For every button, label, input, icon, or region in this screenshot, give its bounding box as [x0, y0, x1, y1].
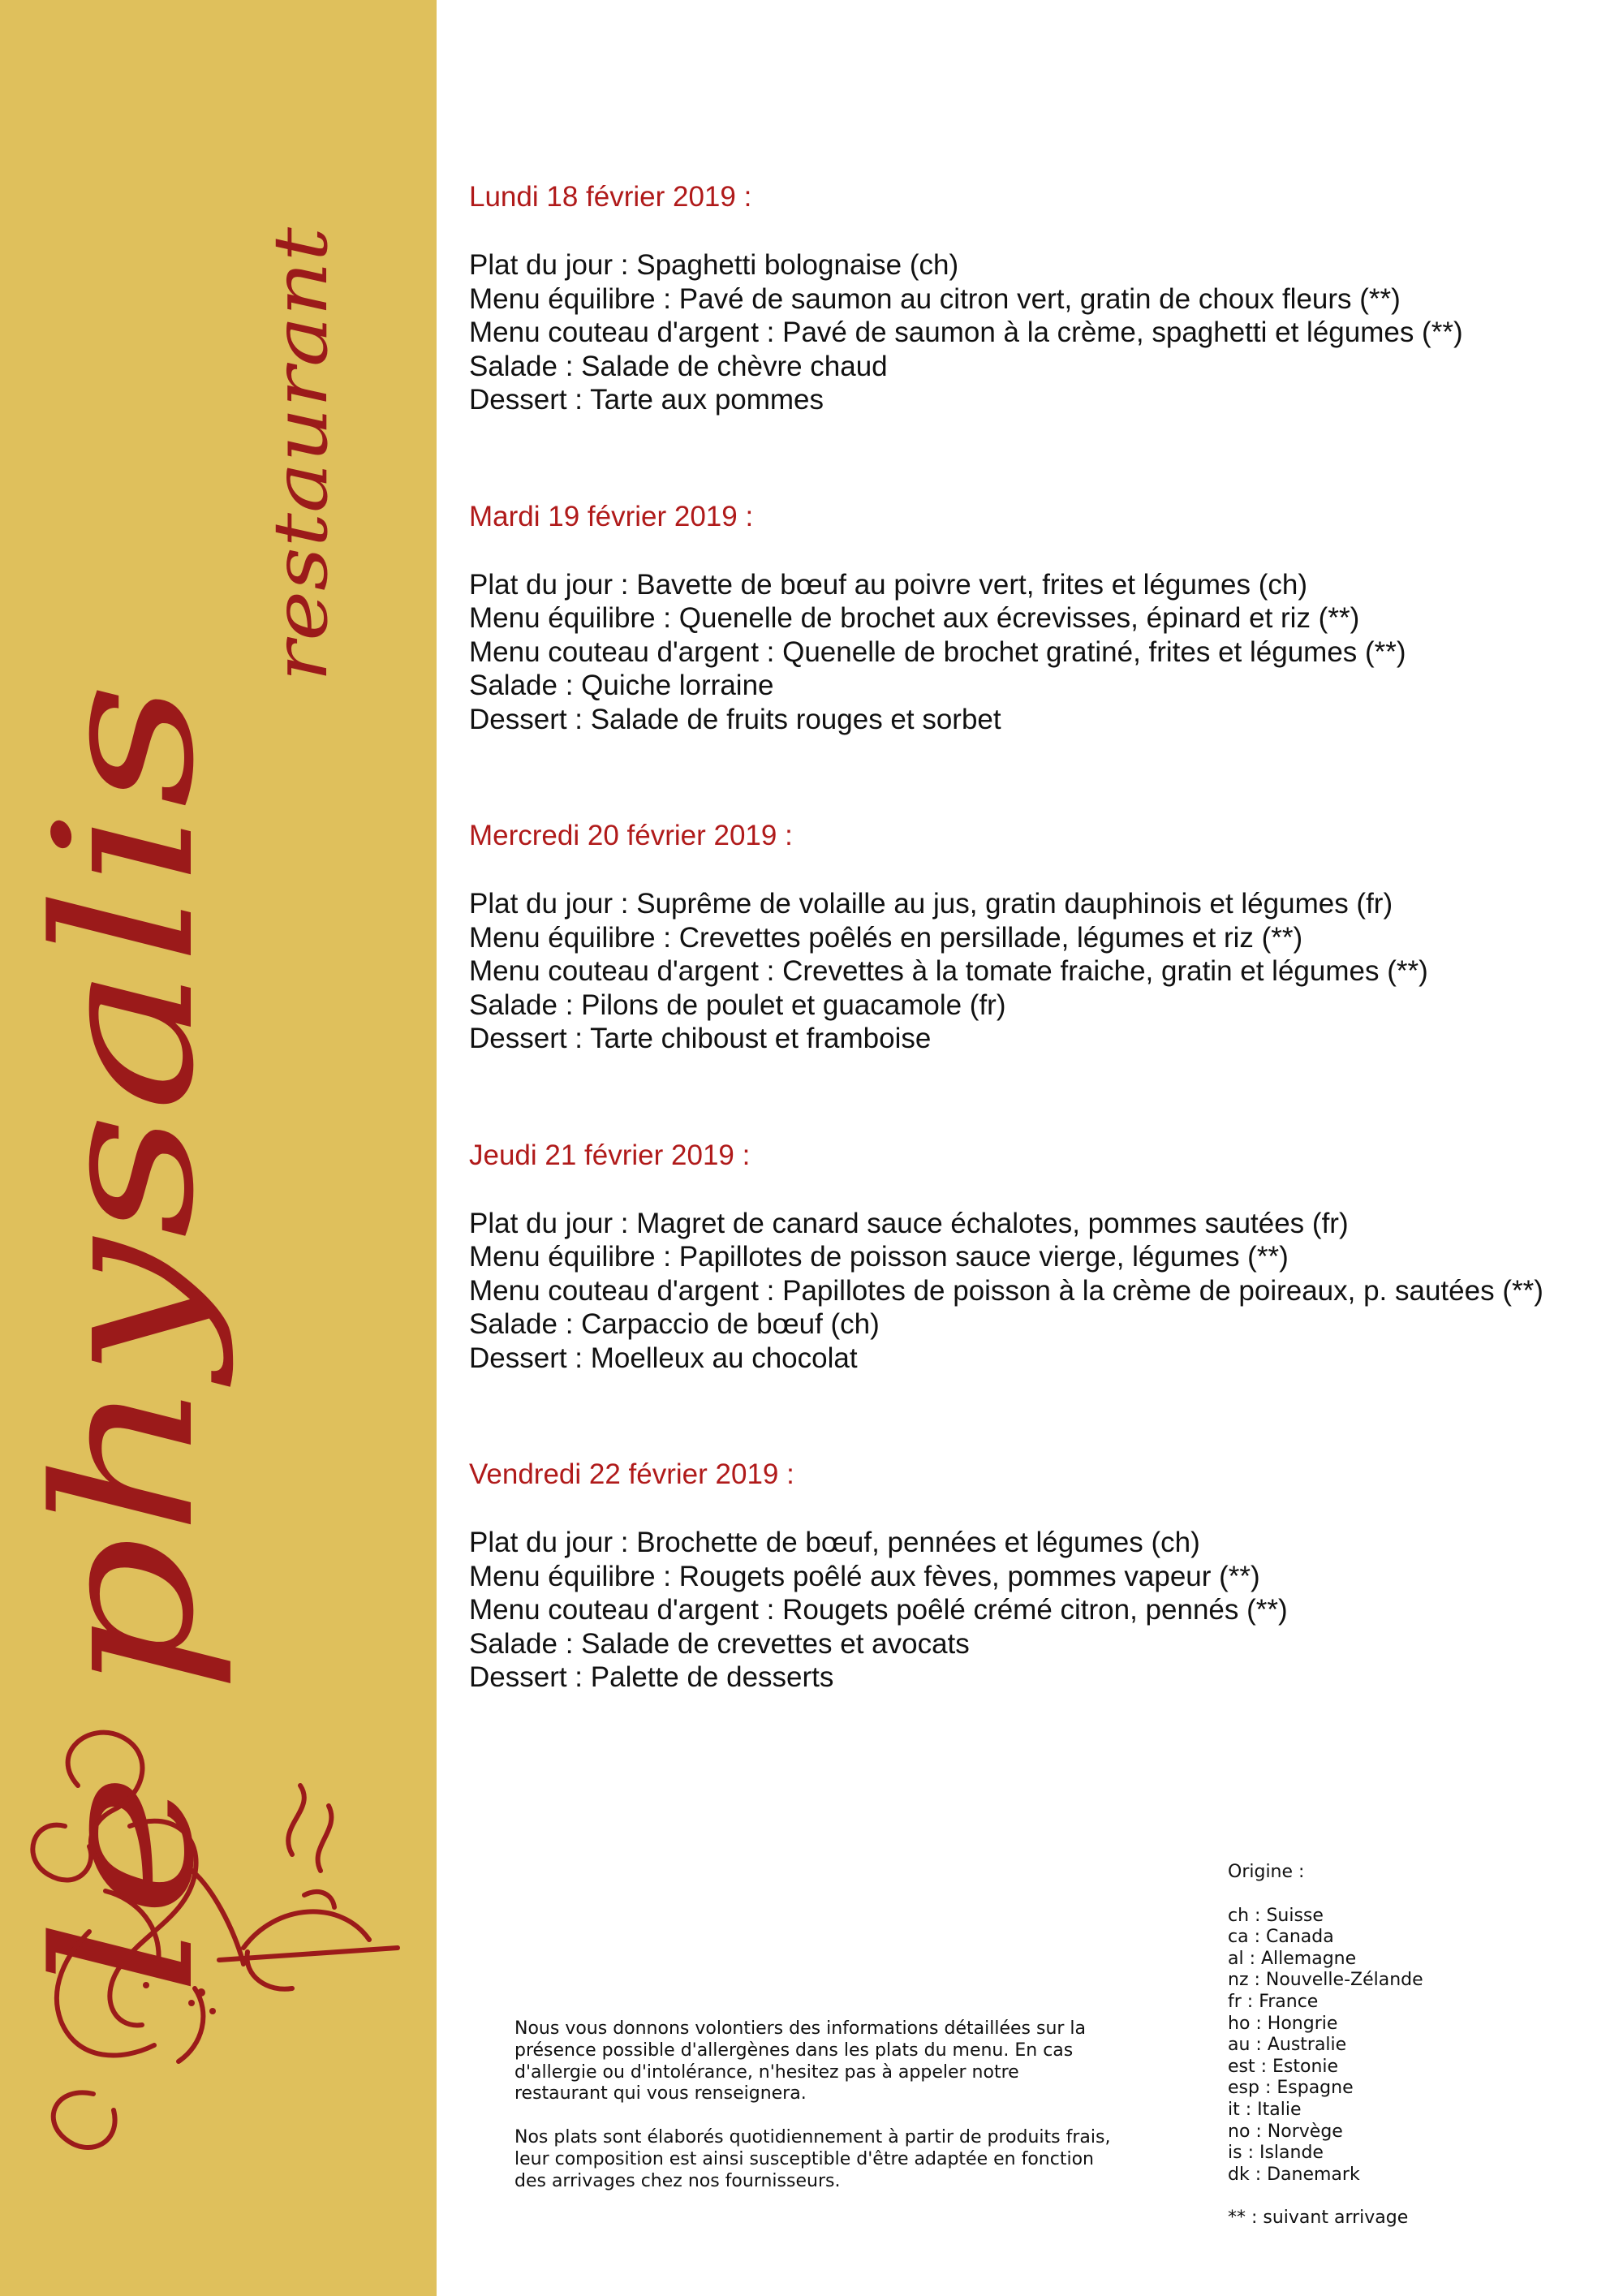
day-friday: [469, 1458, 1605, 1695]
origin-item: ca : Canada: [1228, 1927, 1334, 1948]
origin-item: al : Allemagne: [1228, 1948, 1357, 1969]
dish-menu-equilibre: Menu équilibre : Quenelle de brochet aux écrevisses, épinard et riz (**): [469, 602, 1360, 634]
freshness-paragraph: Nos plats sont élaborés quotidiennement à partir de produits frais, leur composition est ainsi susceptible d'être adaptée en fonction des arrivages chez nos fournisseurs.: [514, 2127, 1111, 2191]
day-title: Jeudi 21 février 2019 :: [469, 1139, 751, 1171]
dish-dessert: Dessert : Salade de fruits rouges et sorbet: [469, 703, 1001, 735]
origin-item: est : Estonie: [1228, 2056, 1339, 2077]
dish-dessert: Dessert : Tarte chiboust et framboise: [469, 1023, 932, 1054]
dish-plat-du-jour: Plat du jour : Suprême de volaille au jus, gratin dauphinois et légumes (fr): [469, 888, 1393, 920]
origin-item: fr : France: [1228, 1991, 1319, 2012]
restaurant-logo: [0, 0, 437, 2296]
origin-item: au : Australie: [1228, 2035, 1347, 2056]
origin-item: ho : Hongrie: [1228, 2013, 1338, 2034]
dish-dessert: Dessert : Moelleux au chocolat: [469, 1342, 858, 1374]
logo-name: le physalis: [15, 977, 236, 1997]
dish-plat-du-jour: Plat du jour : Spaghetti bolognaise (ch): [469, 249, 959, 281]
origin-item: is : Islande: [1228, 2143, 1324, 2164]
availability-footnote: ** : suivant arrivage: [1228, 2208, 1409, 2229]
dish-menu-couteau: Menu couteau d'argent : Papillotes de poisson à la crème de poireaux, p. sautées (**): [469, 1274, 1543, 1307]
dish-dessert: Dessert : Palette de desserts: [469, 1661, 834, 1693]
dish-plat-du-jour: Plat du jour : Magret de canard sauce échalotes, pommes sautées (fr): [469, 1207, 1349, 1239]
dish-salade: Salade : Salade de crevettes et avocats: [469, 1627, 970, 1660]
origin-item: ch : Suisse: [1228, 1905, 1324, 1926]
dish-salade: Salade : Pilons de poulet et guacamole (fr): [469, 989, 1006, 1021]
origin-item: esp : Espagne: [1228, 2078, 1354, 2099]
dish-menu-equilibre: Menu équilibre : Pavé de saumon au citron vert, gratin de choux fleurs (**): [469, 282, 1401, 315]
day-monday: [469, 180, 1605, 417]
dish-plat-du-jour: Plat du jour : Brochette de bœuf, pennées et légumes (ch): [469, 1527, 1200, 1558]
origin-item: dk : Danemark: [1228, 2164, 1360, 2185]
allergen-note: [514, 2018, 1115, 2215]
origin-item: it : Italie: [1228, 2099, 1302, 2120]
dish-salade: Salade : Carpaccio de bœuf (ch): [469, 1308, 880, 1340]
day-title: Mercredi 20 février 2019 :: [469, 820, 793, 851]
day-wednesday: [469, 819, 1605, 1056]
origin-item: no : Norvège: [1228, 2121, 1343, 2142]
origin-title: Origine :: [1228, 1862, 1305, 1882]
dish-plat-du-jour: Plat du jour : Bavette de bœuf au poivre vert, frites et légumes (ch): [469, 568, 1307, 601]
dish-dessert: Dessert : Tarte aux pommes: [469, 384, 824, 416]
dish-menu-couteau: Menu couteau d'argent : Quenelle de brochet gratiné, frites et légumes (**): [469, 635, 1406, 668]
day-tuesday: [469, 500, 1605, 737]
dish-salade: Salade : Quiche lorraine: [469, 670, 774, 701]
logo-subtitle: restaurant: [257, 282, 344, 682]
day-title: Mardi 19 février 2019 :: [469, 500, 754, 532]
weekly-menu: [469, 180, 1605, 1777]
dish-menu-couteau: Menu couteau d'argent : Crevettes à la tomate fraiche, gratin et légumes (**): [469, 955, 1428, 987]
dish-menu-couteau: Menu couteau d'argent : Pavé de saumon à la crème, spaghetti et légumes (**): [469, 317, 1463, 348]
allergen-paragraph: Nous vous donnons volontiers des informations détaillées sur la présence possible d'allergènes dans les plats du menu. En cas d'allergie ou d'intolérance, n'hesitez pas à appeler notre restaurant qui vous renseignera.: [514, 2018, 1087, 2104]
origin-list: [1228, 1906, 1569, 2186]
dish-menu-equilibre: Menu équilibre : Crevettes poêlés en persillade, légumes et riz (**): [469, 921, 1303, 954]
dish-menu-equilibre: Menu équilibre : Papillotes de poisson sauce vierge, légumes (**): [469, 1241, 1289, 1273]
origin-legend: [1228, 1862, 1569, 2229]
day-title: Vendredi 22 février 2019 :: [469, 1458, 794, 1490]
dish-menu-couteau: Menu couteau d'argent : Rougets poêlé crémé citron, pennés (**): [469, 1594, 1288, 1626]
day-thursday: [469, 1139, 1605, 1376]
dish-menu-equilibre: Menu équilibre : Rougets poêlé aux fèves, pommes vapeur (**): [469, 1560, 1260, 1592]
dish-salade: Salade : Salade de chèvre chaud: [469, 350, 888, 382]
day-title: Lundi 18 février 2019 :: [469, 181, 752, 213]
origin-item: nz : Nouvelle-Zélande: [1228, 1970, 1423, 1991]
